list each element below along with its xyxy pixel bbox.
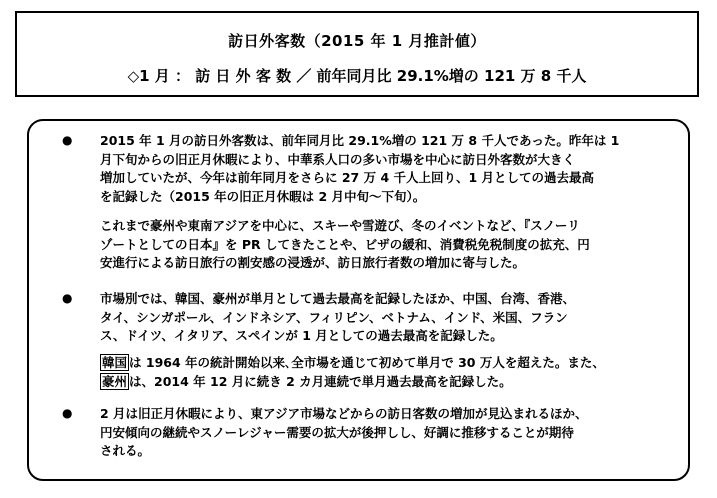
headline: ◇1 月 ： 訪 日 外 客 数 ／ 前年同月比 29.1%増の 121 万 8 千人 (127, 67, 587, 85)
section3-paragraph (100, 405, 696, 461)
section2-paragraph (100, 290, 696, 346)
section3-line: 円安傾向の継続やスノーレジャー需要の拡大が後押しし、好調に推移することが期待 (100, 424, 574, 440)
title-box (15, 11, 699, 97)
section1-followup-line: これまで豪州や東南アジアを中心に、スキーや雪遊び、冬のイベントなど、『スノーリ (100, 218, 580, 233)
korea-text: は 1964 年の統計開始以来､全市場を通じて初めて単月で 30 万人を超えた。また、 (129, 355, 605, 370)
section3-line: される。 (100, 443, 151, 458)
section1-followup-line: 安進行による訪日旅行の割安感の浸透が、訪日旅行者数の増加に寄与した。 (100, 255, 526, 270)
bullet-1: ● (62, 133, 73, 147)
section1-line: を記録した（2015 年の旧正月休暇は 2 月中旬～下旬）。 (100, 188, 426, 204)
korea-label: 韓国 (102, 355, 128, 370)
australia-label: 豪州 (102, 373, 128, 389)
section2-line: 市場別では、韓国、豪州が単月として過去最高を記録したほか、中国、台湾、香港、 (100, 291, 576, 306)
bullet-2: ● (62, 291, 73, 305)
bullet-3: ● (62, 406, 73, 420)
section2-detail (100, 354, 696, 391)
australia-text: は、2014 年 12 月に続き 2 カ月連続で単月過去最高を記録した。 (129, 373, 512, 389)
section1-followup (100, 217, 696, 273)
korea-line (100, 354, 696, 373)
page-title: 訪日外客数（2015 年 1 月推計値） (228, 32, 486, 50)
section1-paragraph (100, 132, 696, 206)
section1-line: 2015 年 1 月の訪日外客数は、前年同月比 29.1%増の 121 万 8 千人であった。昨年は 1 (100, 133, 620, 148)
section3-line: 2 月は旧正月休暇により、東アジア市場などからの訪日客数の増加が見込まれるほか、 (100, 406, 588, 421)
australia-line (100, 373, 696, 392)
section1-line: 月下旬からの旧正月休暇により、中華系人口の多い市場を中心に訪日外客数が大きく (100, 151, 576, 167)
section1-line: 増加していたが、今年は前年同月をさらに 27 万 4 千人上回り、1 月としての過去最高 (100, 170, 595, 185)
section2-line: ス、ドイツ、イタリア、スペインが 1 月としての過去最高を記録した。 (100, 328, 503, 343)
summary-box (27, 119, 690, 481)
section2-line: タイ、シンガポール、インドネシア、フィリピン、ベトナム、インド、米国、フラン (100, 309, 568, 325)
section1-followup-line: ゾートとしての日本』を PR してきたことや、ビザの緩和、消費税免税制度の拡充、円 (100, 236, 590, 252)
